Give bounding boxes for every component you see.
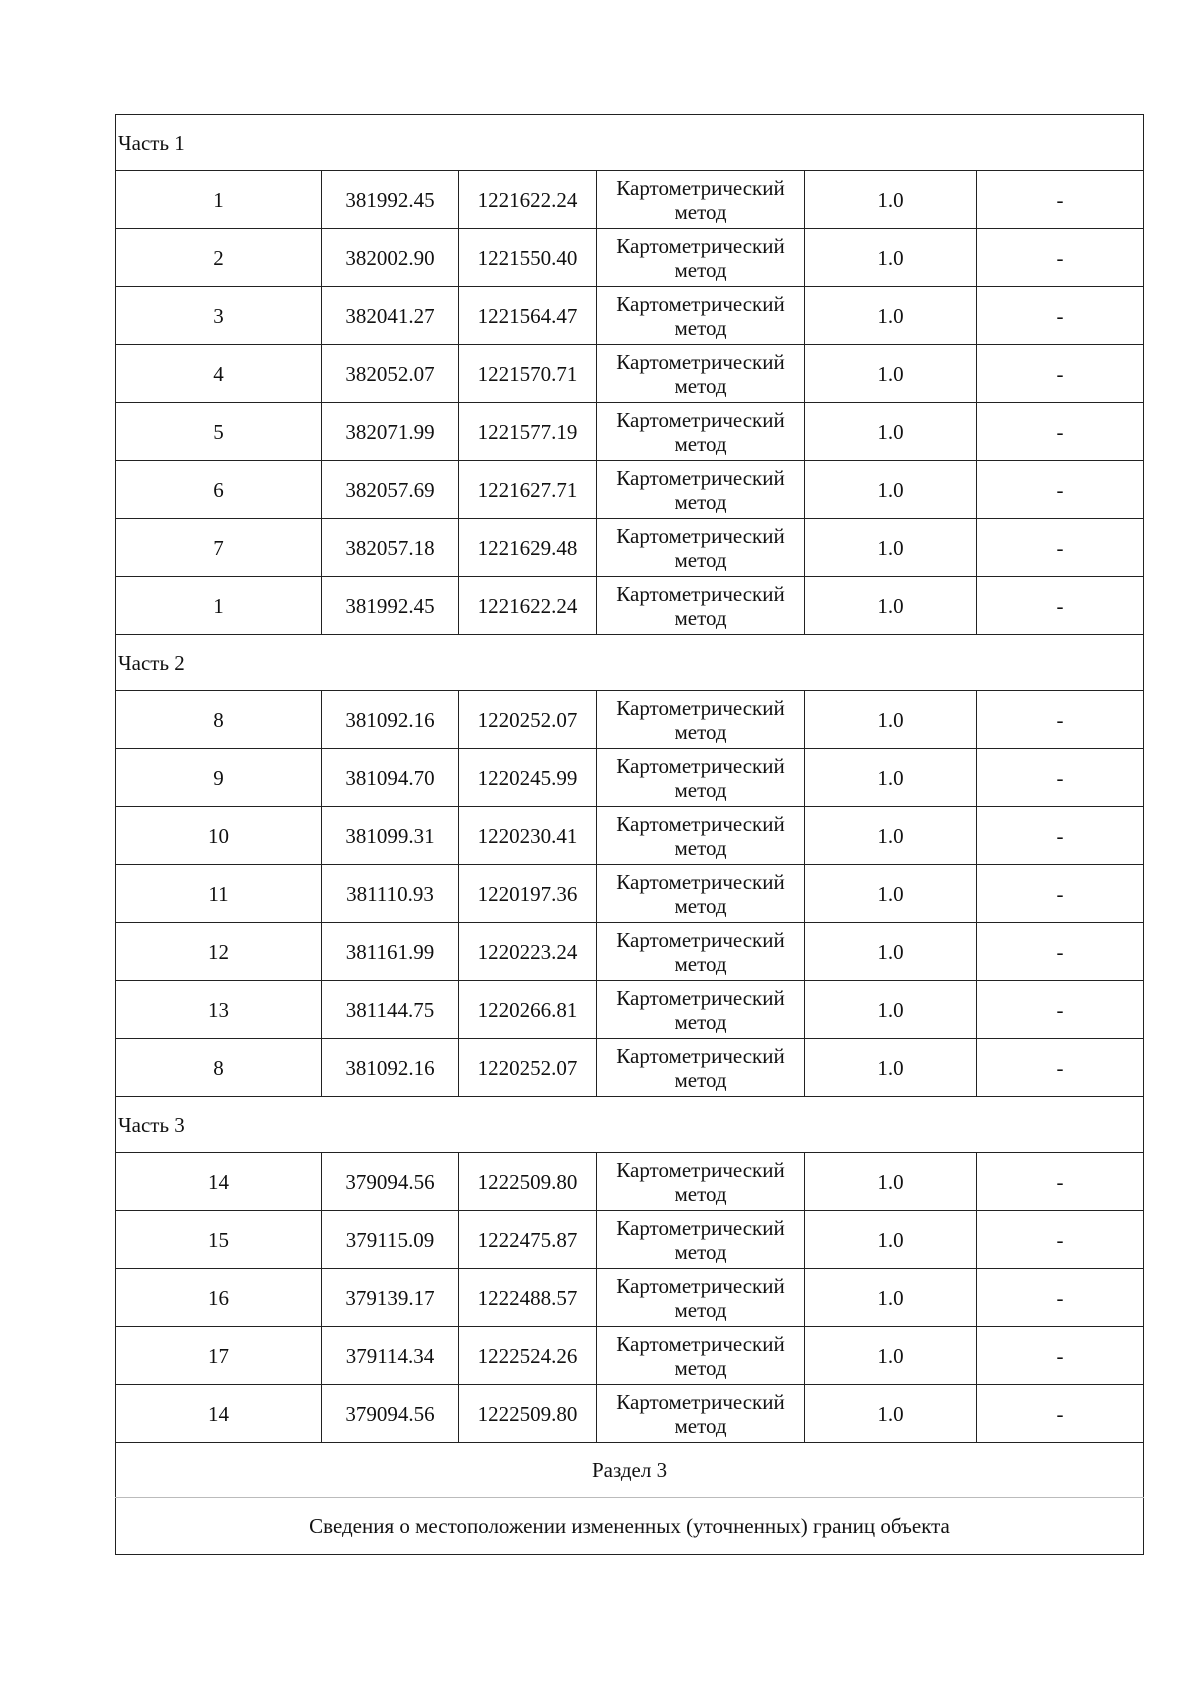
coord-x-cell: 379114.34: [322, 1327, 459, 1385]
coord-y-cell: 1220252.07: [459, 691, 597, 749]
description-cell: -: [977, 403, 1144, 461]
part-label: Часть 2: [116, 635, 1144, 691]
point-number-cell: 5: [116, 403, 322, 461]
table-row: [116, 691, 1144, 749]
part-header-row: [116, 115, 1144, 171]
table-row: [116, 865, 1144, 923]
table-row: [116, 345, 1144, 403]
table-row: [116, 403, 1144, 461]
point-number-cell: 4: [116, 345, 322, 403]
point-number-cell: 10: [116, 807, 322, 865]
method-cell: Картометрический метод: [597, 807, 805, 865]
section-title-row: [116, 1443, 1144, 1498]
description-cell: -: [977, 171, 1144, 229]
coord-x-cell: 381992.45: [322, 577, 459, 635]
coord-y-cell: 1220223.24: [459, 923, 597, 981]
description-cell: -: [977, 865, 1144, 923]
accuracy-cell: 1.0: [805, 865, 977, 923]
accuracy-cell: 1.0: [805, 749, 977, 807]
description-cell: -: [977, 1269, 1144, 1327]
coord-y-cell: 1221570.71: [459, 345, 597, 403]
accuracy-cell: 1.0: [805, 923, 977, 981]
coord-y-cell: 1222509.80: [459, 1153, 597, 1211]
method-cell: Картометрический метод: [597, 519, 805, 577]
method-cell: Картометрический метод: [597, 229, 805, 287]
method-cell: Картометрический метод: [597, 287, 805, 345]
coord-x-cell: 379115.09: [322, 1211, 459, 1269]
point-number-cell: 3: [116, 287, 322, 345]
coord-y-cell: 1222488.57: [459, 1269, 597, 1327]
accuracy-cell: 1.0: [805, 981, 977, 1039]
method-cell: Картометрический метод: [597, 1211, 805, 1269]
table-row: [116, 981, 1144, 1039]
coordinates-table: [115, 114, 1144, 1555]
method-cell: Картометрический метод: [597, 1269, 805, 1327]
table-row: [116, 461, 1144, 519]
method-cell: Картометрический метод: [597, 577, 805, 635]
part-label: Часть 1: [116, 115, 1144, 171]
method-cell: Картометрический метод: [597, 865, 805, 923]
method-cell: Картометрический метод: [597, 749, 805, 807]
accuracy-cell: 1.0: [805, 1153, 977, 1211]
accuracy-cell: 1.0: [805, 519, 977, 577]
coord-y-cell: 1222475.87: [459, 1211, 597, 1269]
method-cell: Картометрический метод: [597, 1153, 805, 1211]
accuracy-cell: 1.0: [805, 461, 977, 519]
method-cell: Картометрический метод: [597, 981, 805, 1039]
part-header-row: [116, 635, 1144, 691]
point-number-cell: 15: [116, 1211, 322, 1269]
point-number-cell: 9: [116, 749, 322, 807]
coord-y-cell: 1220245.99: [459, 749, 597, 807]
point-number-cell: 7: [116, 519, 322, 577]
table-row: [116, 229, 1144, 287]
coord-y-cell: 1221564.47: [459, 287, 597, 345]
method-cell: Картометрический метод: [597, 345, 805, 403]
coord-x-cell: 382041.27: [322, 287, 459, 345]
description-cell: -: [977, 691, 1144, 749]
document-page: [115, 114, 1143, 1555]
accuracy-cell: 1.0: [805, 229, 977, 287]
accuracy-cell: 1.0: [805, 287, 977, 345]
method-cell: Картометрический метод: [597, 403, 805, 461]
description-cell: -: [977, 1039, 1144, 1097]
accuracy-cell: 1.0: [805, 1385, 977, 1443]
table-row: [116, 749, 1144, 807]
coord-y-cell: 1221622.24: [459, 577, 597, 635]
coord-y-cell: 1222509.80: [459, 1385, 597, 1443]
coord-x-cell: 381099.31: [322, 807, 459, 865]
coord-x-cell: 382071.99: [322, 403, 459, 461]
table-row: [116, 1153, 1144, 1211]
coord-y-cell: 1221629.48: [459, 519, 597, 577]
description-cell: -: [977, 749, 1144, 807]
description-cell: -: [977, 461, 1144, 519]
section-header: [116, 1443, 1144, 1555]
point-number-cell: 8: [116, 691, 322, 749]
coord-x-cell: 379094.56: [322, 1153, 459, 1211]
section-title: Раздел 3: [116, 1443, 1144, 1498]
description-cell: -: [977, 1153, 1144, 1211]
coord-x-cell: 381161.99: [322, 923, 459, 981]
description-cell: -: [977, 229, 1144, 287]
table-row: [116, 1385, 1144, 1443]
description-cell: -: [977, 287, 1144, 345]
accuracy-cell: 1.0: [805, 1269, 977, 1327]
accuracy-cell: 1.0: [805, 1039, 977, 1097]
point-number-cell: 8: [116, 1039, 322, 1097]
coord-y-cell: 1222524.26: [459, 1327, 597, 1385]
method-cell: Картометрический метод: [597, 691, 805, 749]
description-cell: -: [977, 1211, 1144, 1269]
table-row: [116, 519, 1144, 577]
coordinates-table-body: [116, 115, 1144, 1443]
coord-x-cell: 382057.18: [322, 519, 459, 577]
description-cell: -: [977, 345, 1144, 403]
accuracy-cell: 1.0: [805, 577, 977, 635]
table-row: [116, 577, 1144, 635]
coord-y-cell: 1221627.71: [459, 461, 597, 519]
point-number-cell: 17: [116, 1327, 322, 1385]
accuracy-cell: 1.0: [805, 807, 977, 865]
method-cell: Картометрический метод: [597, 1039, 805, 1097]
coord-x-cell: 381110.93: [322, 865, 459, 923]
description-cell: -: [977, 519, 1144, 577]
table-row: [116, 1269, 1144, 1327]
table-row: [116, 1039, 1144, 1097]
accuracy-cell: 1.0: [805, 345, 977, 403]
point-number-cell: 1: [116, 171, 322, 229]
point-number-cell: 13: [116, 981, 322, 1039]
part-label: Часть 3: [116, 1097, 1144, 1153]
table-row: [116, 923, 1144, 981]
method-cell: Картометрический метод: [597, 1327, 805, 1385]
description-cell: -: [977, 577, 1144, 635]
description-cell: -: [977, 807, 1144, 865]
coord-y-cell: 1220266.81: [459, 981, 597, 1039]
coord-x-cell: 379139.17: [322, 1269, 459, 1327]
accuracy-cell: 1.0: [805, 1211, 977, 1269]
table-row: [116, 1211, 1144, 1269]
table-row: [116, 807, 1144, 865]
table-row: [116, 1327, 1144, 1385]
point-number-cell: 11: [116, 865, 322, 923]
coord-x-cell: 382057.69: [322, 461, 459, 519]
coord-y-cell: 1221550.40: [459, 229, 597, 287]
description-cell: -: [977, 981, 1144, 1039]
coord-y-cell: 1220230.41: [459, 807, 597, 865]
section-subtitle: Сведения о местоположении измененных (уточненных) границ объекта: [116, 1498, 1144, 1555]
point-number-cell: 1: [116, 577, 322, 635]
method-cell: Картометрический метод: [597, 1385, 805, 1443]
point-number-cell: 14: [116, 1153, 322, 1211]
accuracy-cell: 1.0: [805, 171, 977, 229]
coord-x-cell: 379094.56: [322, 1385, 459, 1443]
coord-y-cell: 1220197.36: [459, 865, 597, 923]
description-cell: -: [977, 1385, 1144, 1443]
section-subtitle-row: [116, 1498, 1144, 1555]
method-cell: Картометрический метод: [597, 171, 805, 229]
table-row: [116, 287, 1144, 345]
point-number-cell: 2: [116, 229, 322, 287]
point-number-cell: 12: [116, 923, 322, 981]
method-cell: Картометрический метод: [597, 461, 805, 519]
part-header-row: [116, 1097, 1144, 1153]
coord-y-cell: 1221577.19: [459, 403, 597, 461]
coord-x-cell: 381092.16: [322, 1039, 459, 1097]
accuracy-cell: 1.0: [805, 691, 977, 749]
accuracy-cell: 1.0: [805, 403, 977, 461]
point-number-cell: 16: [116, 1269, 322, 1327]
coord-y-cell: 1221622.24: [459, 171, 597, 229]
point-number-cell: 6: [116, 461, 322, 519]
coord-x-cell: 381992.45: [322, 171, 459, 229]
coord-x-cell: 382052.07: [322, 345, 459, 403]
description-cell: -: [977, 923, 1144, 981]
method-cell: Картометрический метод: [597, 923, 805, 981]
table-row: [116, 171, 1144, 229]
coord-x-cell: 381092.16: [322, 691, 459, 749]
coord-x-cell: 382002.90: [322, 229, 459, 287]
point-number-cell: 14: [116, 1385, 322, 1443]
accuracy-cell: 1.0: [805, 1327, 977, 1385]
coord-y-cell: 1220252.07: [459, 1039, 597, 1097]
coord-x-cell: 381094.70: [322, 749, 459, 807]
description-cell: -: [977, 1327, 1144, 1385]
coord-x-cell: 381144.75: [322, 981, 459, 1039]
